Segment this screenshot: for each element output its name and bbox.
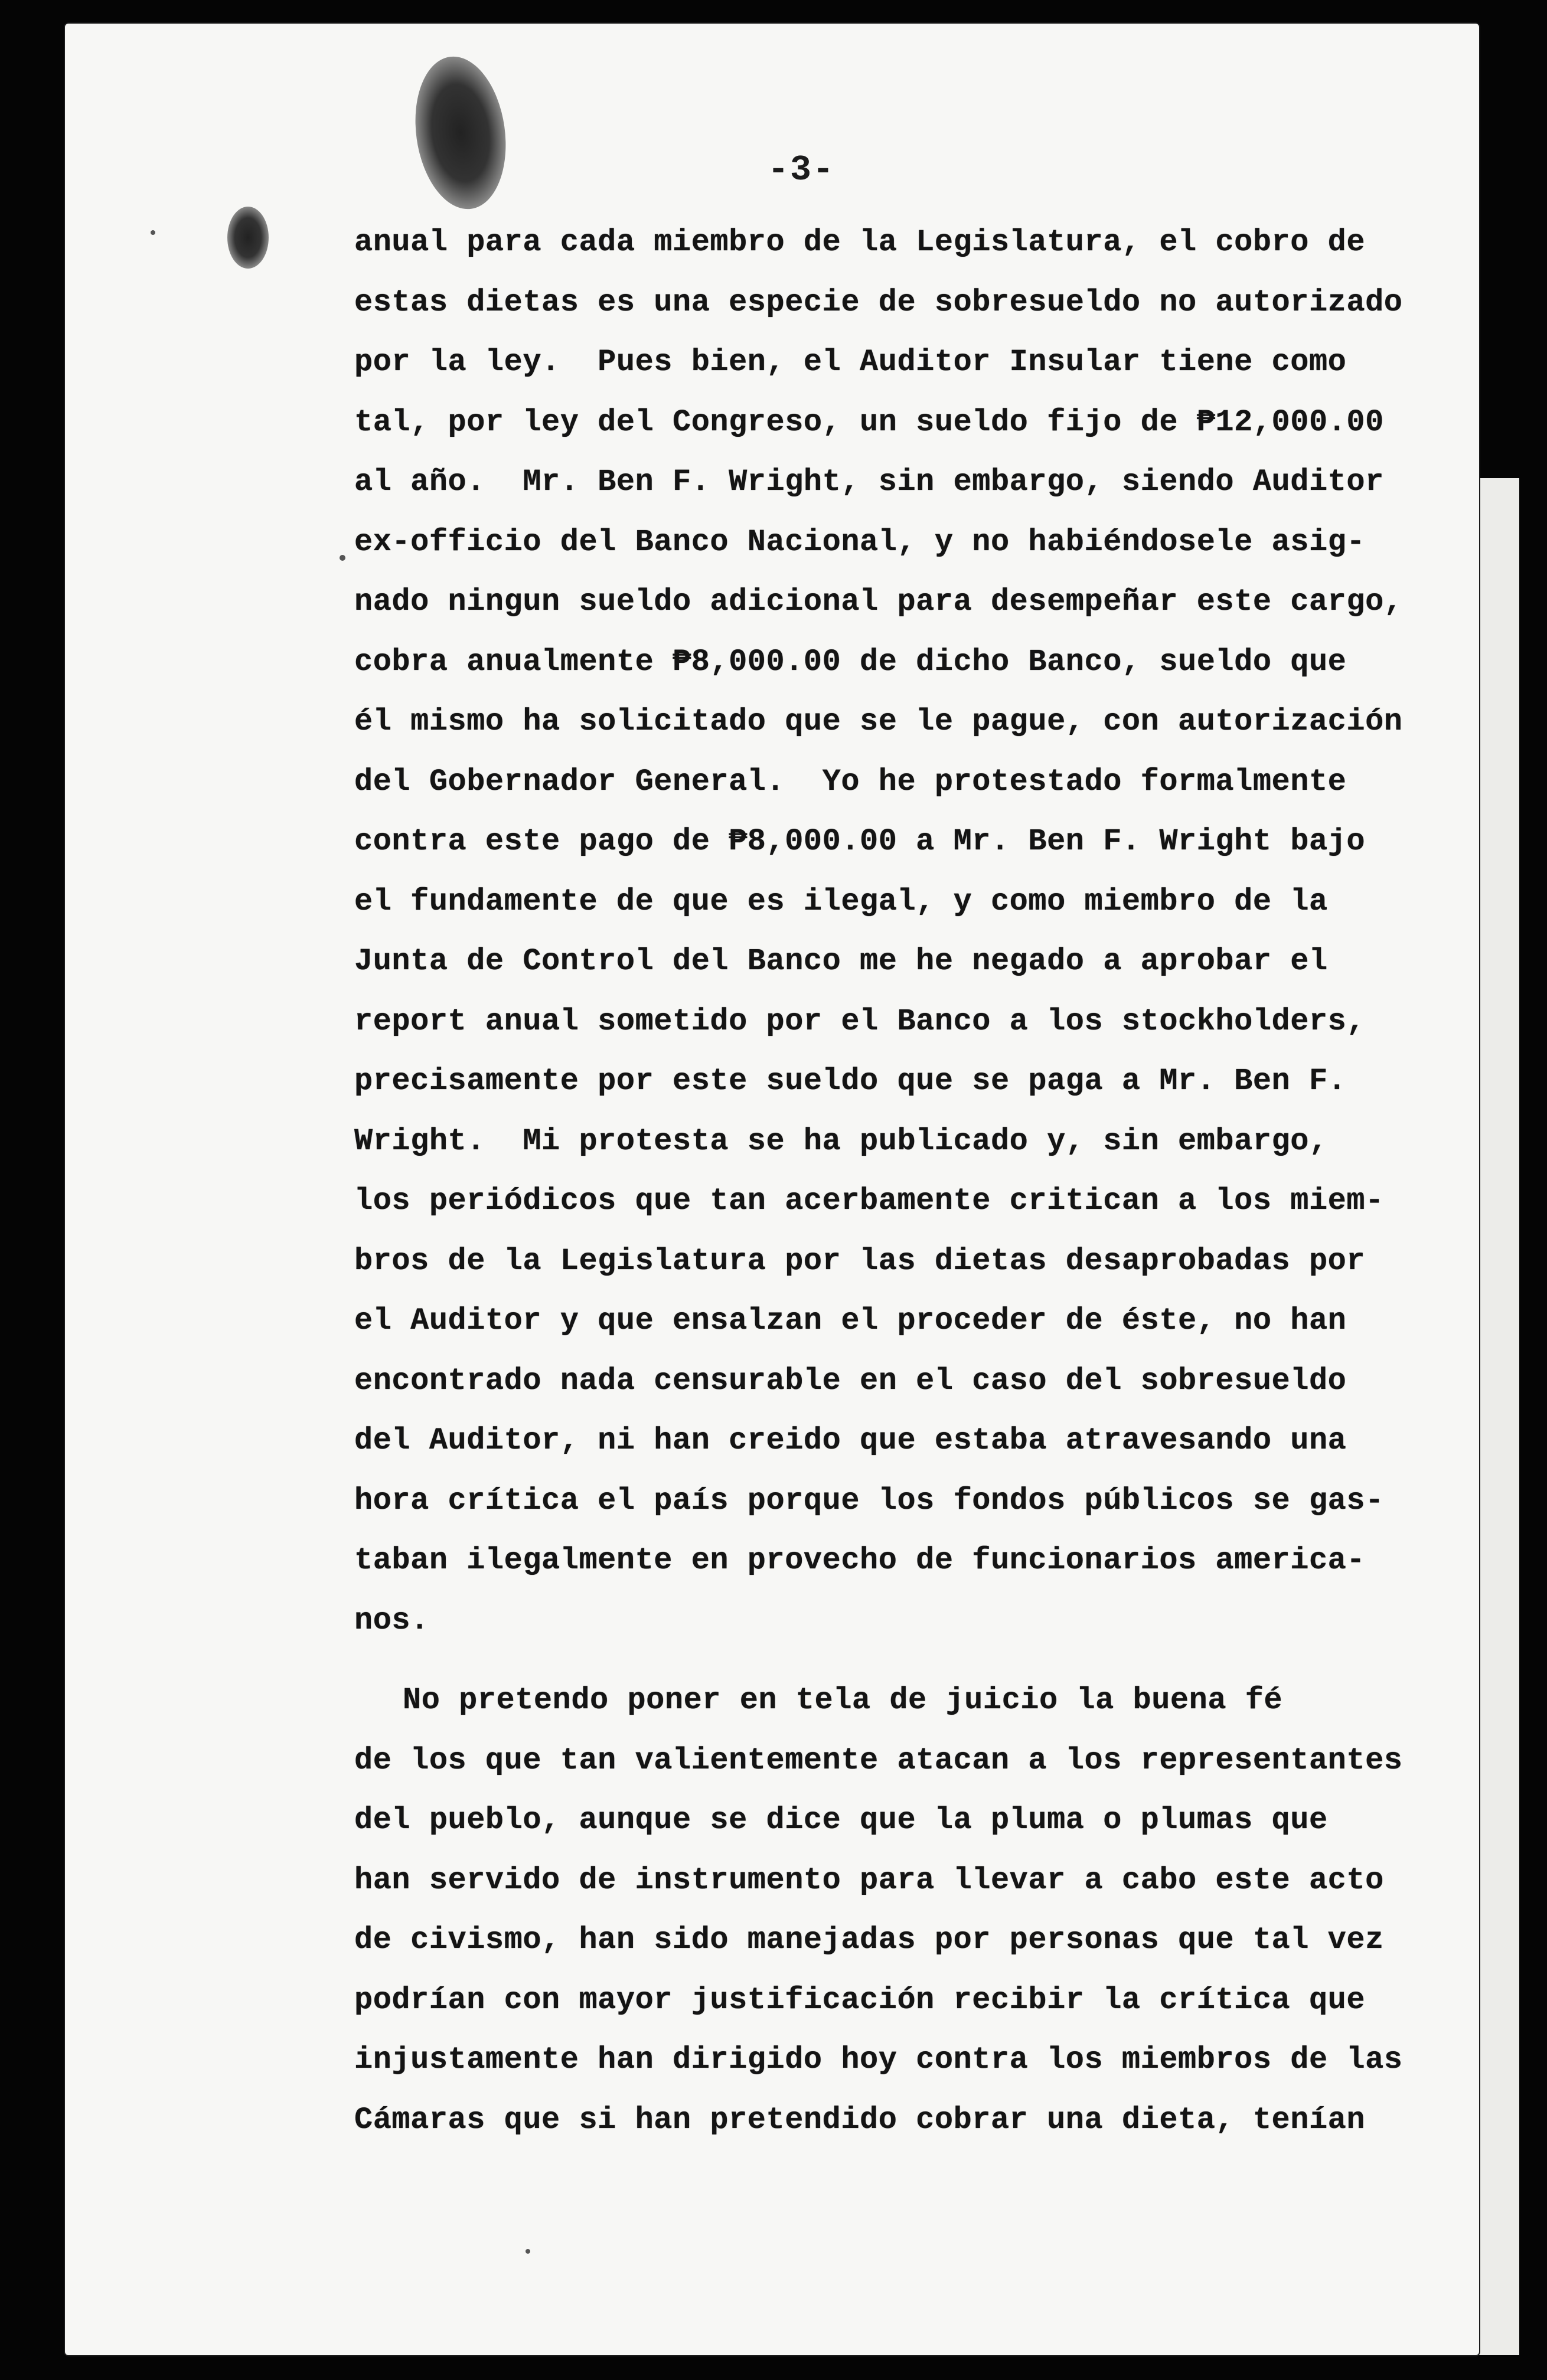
- text-line: estas dietas es una especie de sobresueldo no autorizado: [354, 285, 1403, 320]
- paragraph-gap: [354, 1650, 1417, 1670]
- text-line: Junta de Control del Banco me he negado a aprobar el: [354, 944, 1328, 979]
- text-line: ex-officio del Banco Nacional, y no habiéndosele asig-: [354, 524, 1366, 560]
- text-line: de civismo, han sido manejadas por personas que tal vez: [354, 1923, 1384, 1957]
- text-line: nos.: [354, 1603, 429, 1638]
- text-line: bros de la Legislatura por las dietas desaprobadas por: [354, 1243, 1366, 1279]
- dust-speck: [151, 230, 155, 235]
- text-line: report anual sometido por el Banco a los stockholders,: [354, 1003, 1366, 1039]
- text-line: Wright. Mi protesta se ha publicado y, sin embargo,: [354, 1123, 1328, 1159]
- dust-speck: [526, 2249, 530, 2254]
- text-line: han servido de instrumento para llevar a cabo este acto: [354, 1862, 1384, 1898]
- text-line: él mismo ha solicitado que se le pague, con autorización: [354, 704, 1403, 739]
- text-line: al año. Mr. Ben F. Wright, sin embargo, siendo Auditor: [354, 465, 1384, 499]
- text-line: el fundamente de que es ilegal, y como miembro de la: [354, 884, 1328, 919]
- text-line: Cámaras que si han pretendido cobrar una dieta, tenían: [354, 2102, 1366, 2137]
- text-line: el Auditor y que ensalzan el proceder de éste, no han: [354, 1303, 1347, 1338]
- text-line: cobra anualmente ₱8,000.00 de dicho Banco, sueldo que: [354, 644, 1347, 679]
- text-line: del pueblo, aunque se dice que la pluma o plumas que: [354, 1803, 1328, 1838]
- text-line: de los que tan valientemente atacan a los representantes: [354, 1742, 1403, 1778]
- text-line: precisamente por este sueldo que se paga a Mr. Ben F.: [354, 1064, 1347, 1099]
- text-line: por la ley. Pues bien, el Auditor Insular tiene como: [354, 345, 1347, 380]
- ink-smudge: [227, 207, 269, 269]
- dust-speck: [340, 555, 345, 561]
- text-line: del Auditor, ni han creido que estaba atravesando una: [354, 1423, 1347, 1458]
- paragraph-2: [354, 1670, 1417, 2150]
- page-number: -3-: [768, 151, 835, 191]
- underlying-page-edge: [1476, 478, 1519, 2355]
- text-line: hora crítica el país porque los fondos públicos se gas-: [354, 1483, 1384, 1518]
- text-line: anual para cada miembro de la Legislatura, el cobro de: [354, 225, 1366, 260]
- text-line: los periódicos que tan acerbamente critican a los miem-: [354, 1184, 1384, 1218]
- paragraph-1: [354, 212, 1417, 1650]
- text-line: taban ilegalmente en provecho de funcionarios america-: [354, 1543, 1366, 1578]
- text-line: contra este pago de ₱8,000.00 a Mr. Ben F. Wright bajo: [354, 824, 1366, 859]
- text-line: No pretendo poner en tela de juicio la buena fé: [403, 1683, 1283, 1718]
- text-line: podrían con mayor justificación recibir la crítica que: [354, 1982, 1366, 2018]
- typed-body-text: [354, 212, 1417, 2150]
- text-line: nado ningun sueldo adicional para desempeñar este cargo,: [354, 584, 1403, 619]
- text-line: del Gobernador General. Yo he protestado formalmente: [354, 764, 1347, 799]
- text-line: tal, por ley del Congreso, un sueldo fijo de ₱12,000.00: [354, 404, 1384, 440]
- text-line: injustamente han dirigido hoy contra los miembros de las: [354, 2042, 1403, 2077]
- text-line: encontrado nada censurable en el caso del sobresueldo: [354, 1363, 1347, 1398]
